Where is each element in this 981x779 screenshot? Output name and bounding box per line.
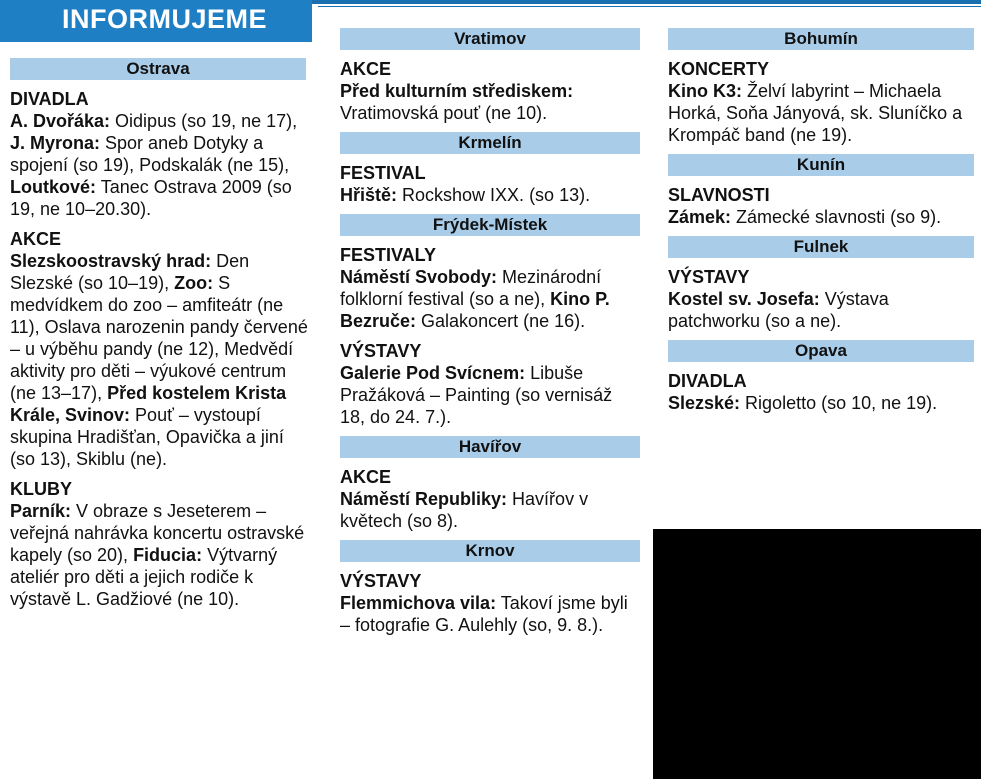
- venue-name: Flemmichova vila:: [340, 593, 497, 613]
- listing-section: [10, 88, 312, 220]
- listing-section: [340, 466, 640, 532]
- event-details: Tanec Ostrava 2009 (so 19, ne 10–20.30).: [10, 177, 292, 219]
- event-details: Zámecké slavnosti (so 9).: [731, 207, 942, 227]
- category-heading: DIVADLA: [10, 89, 89, 109]
- venue-name: Loutkové:: [10, 177, 97, 197]
- event-details: Výtvarný ateliér pro děti a jejich rodiče k výstavě L. Gadžiové (ne 10).: [10, 545, 278, 609]
- category-heading: AKCE: [340, 59, 392, 79]
- venue-name: Kino K3:: [668, 81, 742, 101]
- venue-name: Zámek:: [668, 207, 732, 227]
- listing-entry: [10, 250, 312, 470]
- event-details: Takoví jsme byli – fotografie G. Aulehly (so, 9. 8.).: [340, 593, 628, 635]
- listing-entry: [10, 500, 312, 610]
- listing-entry: [340, 184, 640, 206]
- city-heading: Kunín: [668, 154, 974, 176]
- city-heading: Krmelín: [340, 132, 640, 154]
- venue-name: Před kulturním střediskem:: [340, 81, 574, 101]
- city-heading: Fulnek: [668, 236, 974, 258]
- listing-section: [668, 370, 974, 414]
- city-heading: Frýdek-Místek: [340, 214, 640, 236]
- category-heading: AKCE: [10, 229, 62, 249]
- listing-section: [10, 228, 312, 470]
- listing-section: [340, 340, 640, 428]
- column-2: [340, 28, 640, 644]
- event-details: Želví labyrint – Michaela Horká, Soňa Jányová, sk. Sluníčko a Krompáč band (ne 19).: [668, 81, 963, 145]
- venue-name: Náměstí Republiky:: [340, 489, 508, 509]
- category-heading: AKCE: [340, 467, 392, 487]
- venue-name: J. Myrona:: [10, 133, 101, 153]
- redacted-area: [653, 529, 981, 779]
- venue-name: Zoo:: [174, 273, 214, 293]
- venue-name: Kostel sv. Josefa:: [668, 289, 820, 309]
- listing-entry: [668, 206, 974, 228]
- category-heading: FESTIVAL: [340, 163, 426, 183]
- listing-section: [10, 478, 312, 610]
- listing-entry: [10, 110, 312, 220]
- listing-entry: [340, 80, 640, 124]
- venue-name: Parník:: [10, 501, 72, 521]
- venue-name: Náměstí Svobody:: [340, 267, 498, 287]
- event-details: Oidipus (so 19, ne 17),: [110, 111, 298, 131]
- category-heading: FESTIVALY: [340, 245, 437, 265]
- event-details: Den Slezské (so 10–19),: [10, 251, 250, 293]
- event-details: S medvídkem do zoo – amfiteátr (ne 11), Oslava narozenin pandy červené – u výběhu pandy (ne 12), Medvědí aktivity pro děti – výukové centrum (ne 13–17),: [10, 273, 308, 403]
- event-details: Libuše Pražáková – Painting (so vernisáž 18, do 24. 7.).: [340, 363, 613, 427]
- top-rule-thin: [318, 6, 981, 7]
- listing-entry: [668, 288, 974, 332]
- listing-section: [340, 162, 640, 206]
- listing-section: [340, 58, 640, 124]
- event-details: Pouť – vystoupí skupina Hradišťan, Opavička a jiní (so 13), Skiblu (ne).: [10, 405, 284, 469]
- venue-name: Slezské:: [668, 393, 741, 413]
- event-details: Vratimovská pouť (ne 10).: [340, 103, 548, 123]
- event-details: Spor aneb Dotyky a spojení (so 19), Podskalák (ne 15),: [10, 133, 290, 175]
- listing-entry: [340, 266, 640, 332]
- event-details: Mezinárodní folklorní festival (so a ne),: [340, 267, 602, 309]
- listing-entry: [668, 392, 974, 414]
- listing-section: [668, 58, 974, 146]
- venue-name: Slezskoostravský hrad:: [10, 251, 212, 271]
- city-heading: Havířov: [340, 436, 640, 458]
- column-1: [10, 58, 312, 618]
- city-heading: Opava: [668, 340, 974, 362]
- category-heading: KLUBY: [10, 479, 72, 499]
- category-heading: VÝSTAVY: [340, 341, 422, 361]
- event-details: Rigoletto (so 10, ne 19).: [740, 393, 938, 413]
- listing-entry: [340, 488, 640, 532]
- listing-entry: [340, 592, 640, 636]
- city-heading: Ostrava: [10, 58, 306, 80]
- event-details: Výstava patchworku (so a ne).: [668, 289, 889, 331]
- column-3: [668, 28, 974, 422]
- listing-section: [668, 266, 974, 332]
- venue-name: Hřiště:: [340, 185, 398, 205]
- venue-name: Kino P. Bezruče:: [340, 289, 610, 331]
- category-heading: DIVADLA: [668, 371, 747, 391]
- event-details: Havířov v květech (so 8).: [340, 489, 589, 531]
- category-heading: VÝSTAVY: [668, 267, 750, 287]
- venue-name: A. Dvořáka:: [10, 111, 111, 131]
- venue-name: Galerie Pod Svícnem:: [340, 363, 526, 383]
- city-heading: Bohumín: [668, 28, 974, 50]
- listing-entry: [340, 362, 640, 428]
- category-heading: SLAVNOSTI: [668, 185, 770, 205]
- venue-name: Před kostelem Krista Krále, Svinov:: [10, 383, 287, 425]
- city-heading: Vratimov: [340, 28, 640, 50]
- city-heading: Krnov: [340, 540, 640, 562]
- category-heading: KONCERTY: [668, 59, 770, 79]
- page-title: INFORMUJEME: [0, 0, 312, 42]
- listing-section: [340, 570, 640, 636]
- venue-name: Fiducia:: [133, 545, 203, 565]
- listing-entry: [668, 80, 974, 146]
- event-details: Rockshow IXX. (so 13).: [397, 185, 591, 205]
- listing-section: [668, 184, 974, 228]
- event-details: V obraze s Jeseterem – veřejná nahrávka koncertu ostravské kapely (so 20),: [10, 501, 305, 565]
- listing-section: [340, 244, 640, 332]
- event-details: Galakoncert (ne 16).: [416, 311, 586, 331]
- category-heading: VÝSTAVY: [340, 571, 422, 591]
